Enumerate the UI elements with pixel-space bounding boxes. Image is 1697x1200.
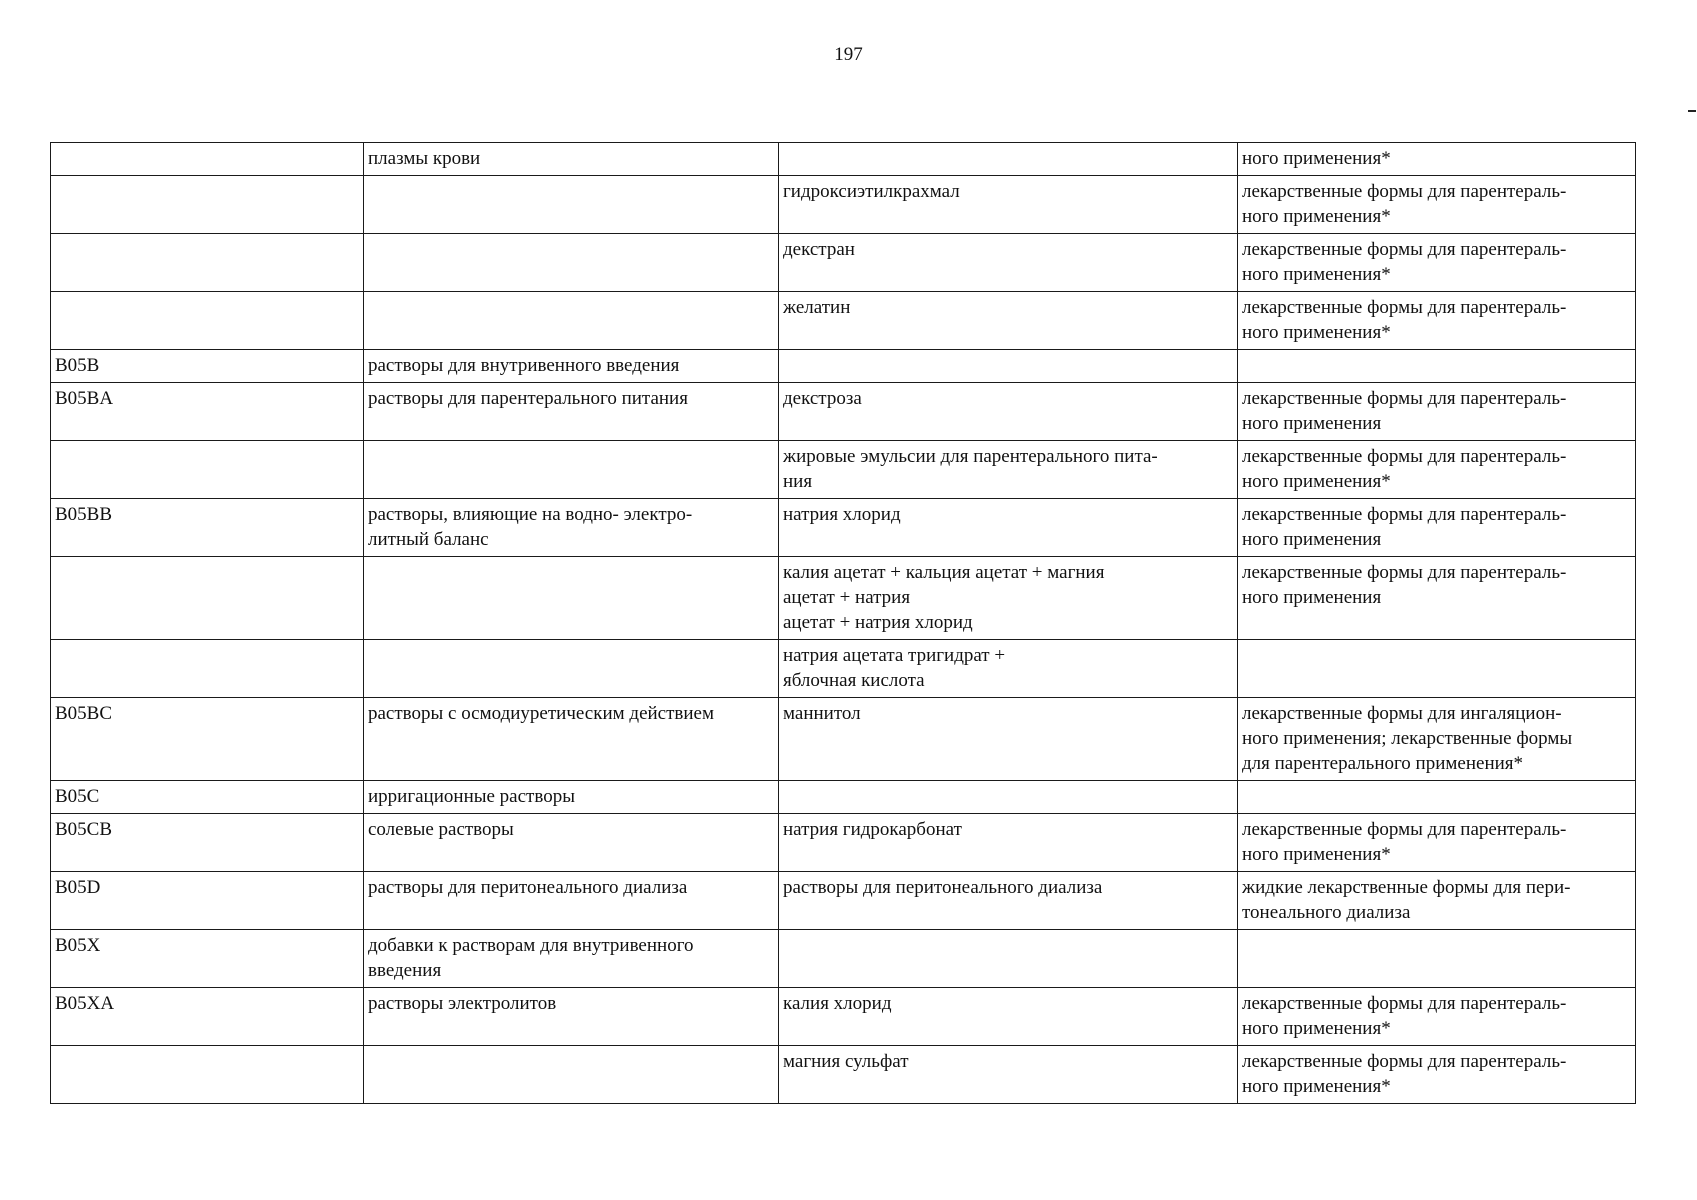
atc-code-cell: B05X [51, 930, 364, 988]
group-name-cell [364, 640, 779, 698]
table-row [51, 441, 1636, 499]
table-row [51, 557, 1636, 640]
group-name-cell [364, 441, 779, 499]
group-name-cell [364, 1046, 779, 1104]
group-name-cell: добавки к растворам для внутривенного введения [364, 930, 779, 988]
atc-code-cell [51, 640, 364, 698]
substance-cell [779, 350, 1238, 383]
group-name-cell: растворы для парентерального питания [364, 383, 779, 441]
atc-code-cell [51, 143, 364, 176]
table-row [51, 350, 1636, 383]
dosage-form-cell [1238, 781, 1636, 814]
substance-cell: растворы для перитонеального диализа [779, 872, 1238, 930]
substance-cell [779, 781, 1238, 814]
group-name-cell: ирригационные растворы [364, 781, 779, 814]
drug-table [50, 142, 1636, 1104]
group-name-cell: растворы с осмодиуретическим действием [364, 698, 779, 781]
dosage-form-cell: лекарственные формы для парентераль- ного применения* [1238, 441, 1636, 499]
dosage-form-cell: лекарственные формы для парентераль- ного применения [1238, 499, 1636, 557]
atc-code-cell: B05B [51, 350, 364, 383]
dosage-form-cell: лекарственные формы для парентераль- ного применения* [1238, 814, 1636, 872]
atc-code-cell: B05D [51, 872, 364, 930]
group-name-cell [364, 557, 779, 640]
dosage-form-cell [1238, 350, 1636, 383]
atc-code-cell: B05BA [51, 383, 364, 441]
table-row [51, 988, 1636, 1046]
table-row [51, 814, 1636, 872]
group-name-cell [364, 292, 779, 350]
dosage-form-cell: лекарственные формы для парентераль- ного применения [1238, 383, 1636, 441]
group-name-cell: плазмы крови [364, 143, 779, 176]
table-row [51, 1046, 1636, 1104]
table-row [51, 499, 1636, 557]
substance-cell: декстроза [779, 383, 1238, 441]
group-name-cell: солевые растворы [364, 814, 779, 872]
table-row [51, 640, 1636, 698]
table-row [51, 143, 1636, 176]
dosage-form-cell: лекарственные формы для парентераль- ного применения* [1238, 234, 1636, 292]
substance-cell [779, 143, 1238, 176]
table-row [51, 872, 1636, 930]
dosage-form-cell: ного применения* [1238, 143, 1636, 176]
atc-code-cell: B05BB [51, 499, 364, 557]
dosage-form-cell: лекарственные формы для парентераль- ного применения* [1238, 176, 1636, 234]
group-name-cell [364, 176, 779, 234]
substance-cell: калия ацетат + кальция ацетат + магния ацетат + натрия ацетат + натрия хлорид [779, 557, 1238, 640]
group-name-cell [364, 234, 779, 292]
table-row [51, 781, 1636, 814]
substance-cell: натрия ацетата тригидрат + яблочная кислота [779, 640, 1238, 698]
atc-code-cell: B05CB [51, 814, 364, 872]
atc-code-cell [51, 1046, 364, 1104]
group-name-cell: растворы, влияющие на водно- электро- литный баланс [364, 499, 779, 557]
substance-cell: натрия гидрокарбонат [779, 814, 1238, 872]
atc-code-cell [51, 234, 364, 292]
group-name-cell: растворы для перитонеального диализа [364, 872, 779, 930]
dosage-form-cell [1238, 640, 1636, 698]
substance-cell [779, 930, 1238, 988]
dosage-form-cell: лекарственные формы для парентераль- ного применения* [1238, 988, 1636, 1046]
atc-code-cell [51, 557, 364, 640]
table-row [51, 383, 1636, 441]
substance-cell: маннитол [779, 698, 1238, 781]
substance-cell: жировые эмульсии для парентерального пита- ния [779, 441, 1238, 499]
margin-mark [1688, 110, 1696, 112]
page-number: 197 [834, 44, 863, 65]
atc-code-cell: B05C [51, 781, 364, 814]
atc-code-cell: B05BC [51, 698, 364, 781]
substance-cell: желатин [779, 292, 1238, 350]
table-row [51, 292, 1636, 350]
dosage-form-cell [1238, 930, 1636, 988]
atc-code-cell [51, 176, 364, 234]
substance-cell: магния сульфат [779, 1046, 1238, 1104]
dosage-form-cell: лекарственные формы для ингаляцион- ного применения; лекарственные формы для парентерального применения* [1238, 698, 1636, 781]
substance-cell: декстран [779, 234, 1238, 292]
substance-cell: калия хлорид [779, 988, 1238, 1046]
table-row [51, 234, 1636, 292]
group-name-cell: растворы для внутривенного введения [364, 350, 779, 383]
dosage-form-cell: лекарственные формы для парентераль- ного применения [1238, 557, 1636, 640]
table-row [51, 930, 1636, 988]
substance-cell: гидроксиэтилкрахмал [779, 176, 1238, 234]
atc-code-cell [51, 441, 364, 499]
table-row [51, 698, 1636, 781]
dosage-form-cell: жидкие лекарственные формы для пери- тонеального диализа [1238, 872, 1636, 930]
substance-cell: натрия хлорид [779, 499, 1238, 557]
table-row [51, 176, 1636, 234]
atc-code-cell: B05XA [51, 988, 364, 1046]
dosage-form-cell: лекарственные формы для парентераль- ного применения* [1238, 292, 1636, 350]
group-name-cell: растворы электролитов [364, 988, 779, 1046]
dosage-form-cell: лекарственные формы для парентераль- ного применения* [1238, 1046, 1636, 1104]
atc-code-cell [51, 292, 364, 350]
